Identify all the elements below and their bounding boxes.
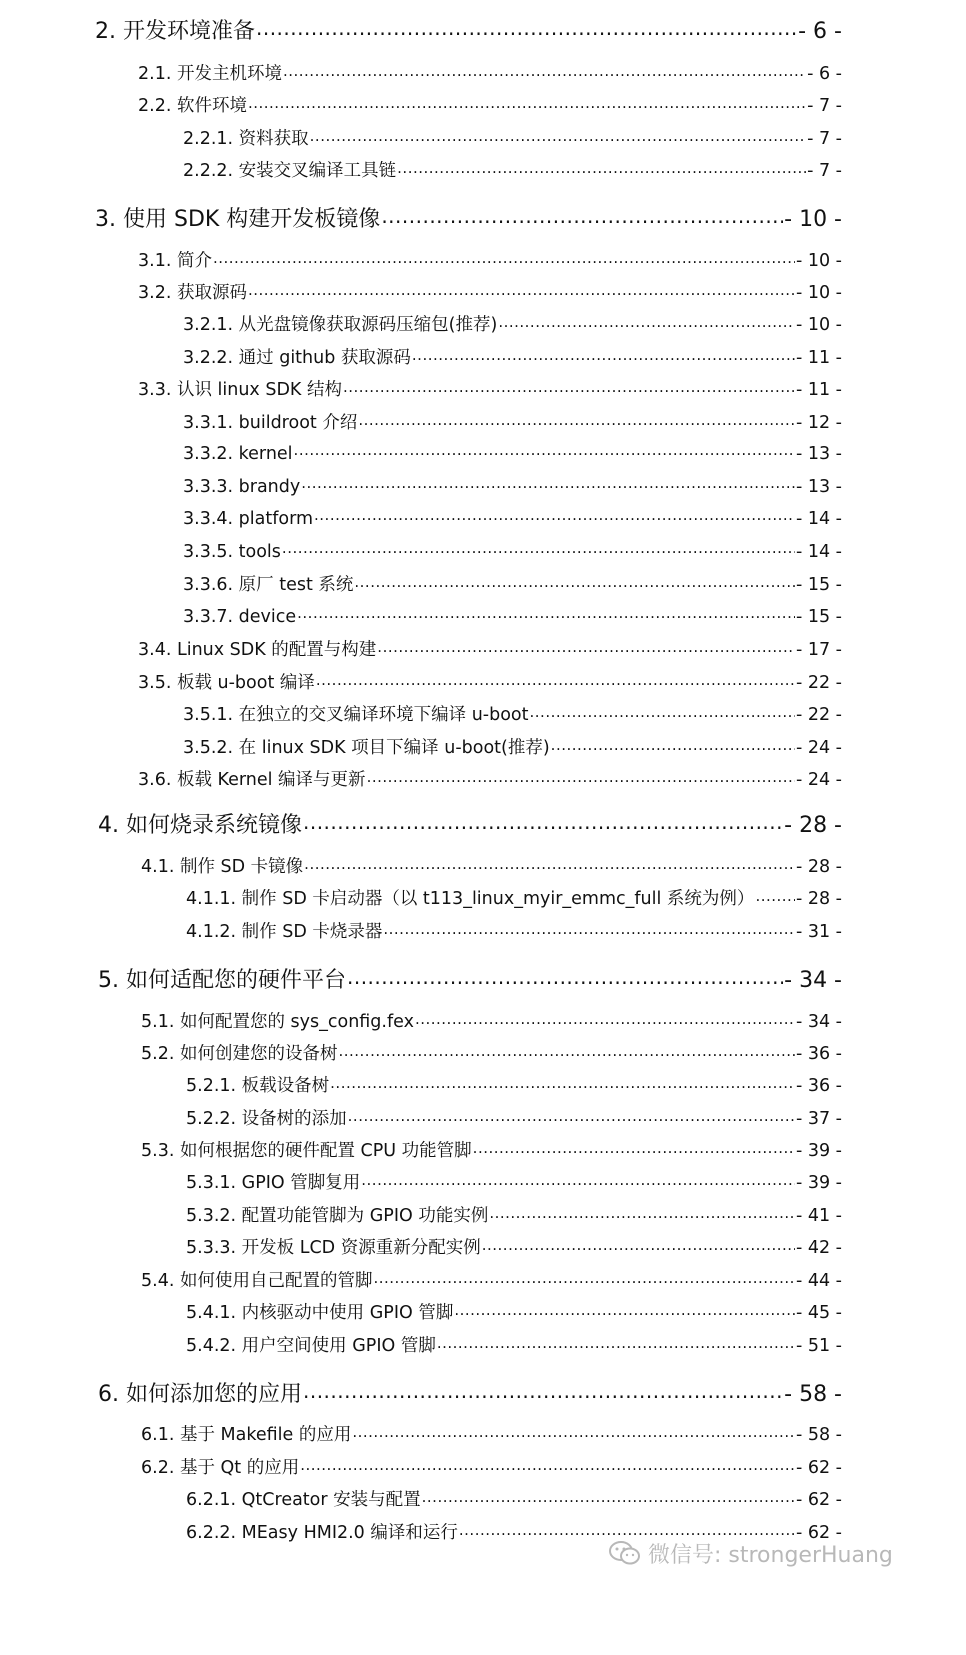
- toc-leader-dots: [338, 1042, 795, 1060]
- toc-entry-page: - 22 -: [795, 705, 842, 725]
- toc-entry-page: - 15 -: [795, 606, 842, 627]
- toc-entry-title: 2.2. 软件环境: [138, 96, 247, 116]
- toc-leader-dots: [473, 1139, 795, 1157]
- toc-leader-dots: [282, 539, 795, 557]
- toc-entry-page: - 31 -: [795, 922, 842, 942]
- toc-entry-page: - 51 -: [795, 1336, 842, 1356]
- toc-leader-dots: [489, 1204, 795, 1222]
- toc-leader-dots: [367, 768, 795, 786]
- toc-entry-title: 3.4. Linux SDK 的配置与构建: [138, 640, 377, 660]
- toc-leader-dots: [437, 1334, 795, 1352]
- toc-entry-title: 5.2.2. 设备树的添加: [186, 1109, 347, 1129]
- toc-entry-page: - 42 -: [795, 1238, 842, 1258]
- toc-leader-dots: [755, 887, 795, 905]
- toc-entry-level2[interactable]: [141, 1454, 842, 1479]
- toc-entry-level1[interactable]: [95, 202, 842, 233]
- toc-entry-level2[interactable]: [138, 669, 842, 694]
- toc-leader-dots: [300, 1456, 795, 1474]
- toc-entry-title: 3.2.1. 从光盘镜像获取源码压缩包(推荐): [183, 315, 498, 335]
- toc-entry-page: - 37 -: [795, 1109, 842, 1129]
- toc-entry-page: - 7 -: [807, 96, 842, 116]
- toc-entry-level3[interactable]: [183, 311, 842, 336]
- toc-leader-dots: [551, 736, 795, 754]
- toc-entry-title: 5.4. 如何使用自己配置的管脚: [141, 1271, 373, 1291]
- toc-entry-level3[interactable]: [186, 1072, 842, 1097]
- toc-entry-level3[interactable]: [186, 1299, 842, 1324]
- toc-leader-dots: [454, 1301, 795, 1319]
- toc-leader-dots: [459, 1521, 795, 1539]
- toc-entry-page: - 24 -: [795, 770, 842, 790]
- toc-leader-dots: [373, 1269, 795, 1287]
- toc-entry-page: - 7 -: [807, 129, 842, 149]
- toc-entry-title: 3.3.4. platform: [183, 508, 314, 529]
- toc-entry-page: - 13 -: [795, 476, 842, 497]
- toc-entry-title: 2.2.2. 安装交叉编译工具链: [183, 161, 397, 181]
- toc-entry-title: 5.2.1. 板载设备树: [186, 1076, 330, 1096]
- toc-entry-level3[interactable]: [183, 571, 842, 596]
- toc-entry-title: 5. 如何适配您的硬件平台: [98, 968, 346, 993]
- toc-entry-title: 6.2.1. QtCreator 安装与配置: [186, 1490, 421, 1510]
- toc-entry-page: - 11 -: [795, 380, 842, 400]
- toc-leader-dots: [310, 127, 806, 145]
- toc-leader-dots: [314, 506, 795, 524]
- toc-entry-level1[interactable]: [98, 963, 842, 994]
- toc-entry-level3[interactable]: [183, 474, 842, 497]
- toc-leader-dots: [397, 159, 806, 177]
- toc-entry-level3[interactable]: [186, 918, 842, 943]
- toc-leader-dots: [297, 604, 795, 622]
- toc-entry-page: - 10 -: [795, 283, 842, 303]
- toc-entry-title: 3.3. 认识 linux SDK 结构: [138, 380, 342, 400]
- toc-entry-title: 5.3.3. 开发板 LCD 资源重新分配实例: [186, 1238, 481, 1258]
- toc-entry-page: - 34 -: [795, 1012, 842, 1032]
- toc-leader-dots: [381, 204, 783, 226]
- toc-entry-level3[interactable]: [186, 885, 842, 910]
- toc-entry-level3[interactable]: [183, 125, 842, 150]
- toc-leader-dots: [415, 1010, 795, 1028]
- toc-entry-page: - 10 -: [795, 251, 842, 271]
- toc-entry-page: - 39 -: [795, 1173, 842, 1193]
- toc-entry-page: - 17 -: [795, 640, 842, 660]
- toc-entry-level3[interactable]: [183, 734, 842, 759]
- toc-entry-title: 5.3. 如何根据您的硬件配置 CPU 功能管脚: [141, 1141, 472, 1161]
- toc-entry-title: 5.3.2. 配置功能管脚为 GPIO 功能实例: [186, 1206, 489, 1226]
- toc-entry-level3[interactable]: [183, 539, 842, 562]
- toc-entry-title: 4.1. 制作 SD 卡镜像: [141, 857, 304, 877]
- toc-entry-level3[interactable]: [186, 1332, 842, 1357]
- toc-leader-dots: [361, 1171, 795, 1189]
- toc-entry-page: - 28 -: [784, 813, 842, 838]
- toc-entry-title: 5.3.1. GPIO 管脚复用: [186, 1173, 361, 1193]
- toc-entry-level3[interactable]: [183, 701, 842, 726]
- toc-entry-page: - 28 -: [795, 889, 842, 909]
- toc-entry-title: 5.4.1. 内核驱动中使用 GPIO 管脚: [186, 1303, 454, 1323]
- toc-entry-title: 2. 开发环境准备: [95, 19, 255, 44]
- toc-entry-level1[interactable]: [98, 808, 842, 839]
- toc-entry-level3[interactable]: [183, 157, 842, 182]
- toc-entry-page: - 34 -: [784, 968, 842, 993]
- toc-entry-page: - 24 -: [795, 738, 842, 758]
- toc-entry-level2[interactable]: [141, 853, 842, 878]
- toc-entry-title: 3.1. 简介: [138, 251, 212, 271]
- toc-entry-page: - 58 -: [784, 1382, 842, 1407]
- toc-entry-title: 5.2. 如何创建您的设备树: [141, 1044, 338, 1064]
- toc-entry-level2[interactable]: [138, 376, 842, 401]
- toc-leader-dots: [358, 411, 795, 429]
- toc-entry-title: 3.6. 板载 Kernel 编译与更新: [138, 770, 366, 790]
- toc-entry-level2[interactable]: [138, 92, 842, 117]
- toc-entry-title: 3.3.6. 原厂 test 系统: [183, 575, 354, 595]
- toc-entry-title: 3.3.7. device: [183, 606, 297, 627]
- toc-entry-page: - 14 -: [795, 541, 842, 562]
- toc-leader-dots: [294, 441, 795, 459]
- toc-leader-dots: [316, 671, 795, 689]
- toc-entry-page: - 58 -: [795, 1425, 842, 1445]
- toc-entry-page: - 22 -: [795, 673, 842, 693]
- toc-leader-dots: [498, 313, 795, 331]
- toc-entry-title: 5.4.2. 用户空间使用 GPIO 管脚: [186, 1336, 436, 1356]
- toc-entry-page: - 36 -: [795, 1044, 842, 1064]
- toc-leader-dots: [412, 346, 795, 364]
- toc-entry-title: 3.2.2. 通过 github 获取源码: [183, 348, 411, 368]
- toc-entry-page: - 6 -: [807, 64, 842, 84]
- wechat-icon: [608, 1539, 642, 1567]
- toc-entry-title: 6.2. 基于 Qt 的应用: [141, 1458, 300, 1478]
- toc-entry-level3[interactable]: [186, 1169, 842, 1194]
- toc-leader-dots: [377, 638, 795, 656]
- toc-leader-dots: [283, 62, 806, 80]
- toc-entry-level2[interactable]: [138, 766, 842, 791]
- toc-leader-dots: [256, 16, 797, 38]
- toc-entry-title: 2.2.1. 资料获取: [183, 129, 309, 149]
- toc-entry-title: 3.3.2. kernel: [183, 443, 293, 464]
- toc-entry-page: - 13 -: [795, 443, 842, 464]
- toc-leader-dots: [248, 94, 806, 112]
- toc-leader-dots: [330, 1074, 795, 1092]
- toc-entry-level3[interactable]: [186, 1202, 842, 1227]
- toc-entry-page: - 12 -: [795, 413, 842, 433]
- toc-entry-title: 3.2. 获取源码: [138, 283, 247, 303]
- toc-entry-page: - 28 -: [795, 857, 842, 877]
- toc-entry-page: - 45 -: [795, 1303, 842, 1323]
- toc-entry-page: - 15 -: [795, 575, 842, 595]
- toc-leader-dots: [354, 573, 795, 591]
- toc-entry-title: 3.5.1. 在独立的交叉编译环境下编译 u-boot: [183, 705, 529, 725]
- toc-leader-dots: [530, 703, 795, 721]
- toc-entry-title: 6. 如何添加您的应用: [98, 1382, 302, 1407]
- toc-leader-dots: [303, 1379, 783, 1401]
- toc-leader-dots: [304, 855, 795, 873]
- toc-entry-level3[interactable]: [183, 506, 842, 529]
- toc-entry-page: - 44 -: [795, 1271, 842, 1291]
- toc-entry-level2[interactable]: [141, 1421, 842, 1446]
- toc-entry-title: 6.2.2. MEasy HMI2.0 编译和运行: [186, 1523, 458, 1543]
- toc-entry-title: 4.1.2. 制作 SD 卡烧录器: [186, 922, 383, 942]
- toc-entry-level2[interactable]: [141, 1267, 842, 1292]
- toc-entry-title: 3. 使用 SDK 构建开发板镜像: [95, 207, 381, 232]
- toc-entry-title: 5.1. 如何配置您的 sys_config.fex: [141, 1012, 414, 1032]
- toc-entry-page: - 11 -: [795, 348, 842, 368]
- toc-entry-title: 3.5. 板载 u-boot 编译: [138, 673, 315, 693]
- toc-entry-page: - 10 -: [784, 207, 842, 232]
- toc-entry-level2[interactable]: [141, 1008, 842, 1033]
- toc-entry-title: 3.3.3. brandy: [183, 476, 301, 497]
- toc-entry-level3[interactable]: [183, 409, 842, 434]
- toc-leader-dots: [348, 1107, 795, 1125]
- toc-entry-title: 3.3.1. buildroot 介绍: [183, 413, 358, 433]
- toc-entry-page: - 36 -: [795, 1076, 842, 1096]
- toc-entry-level2[interactable]: [138, 60, 842, 85]
- toc-entry-page: - 62 -: [795, 1523, 842, 1543]
- toc-entry-title: 3.5.2. 在 linux SDK 项目下编译 u-boot(推荐): [183, 738, 550, 758]
- toc-entry-page: - 14 -: [795, 508, 842, 529]
- toc-entry-level3[interactable]: [183, 604, 842, 627]
- toc-entry-level2[interactable]: [141, 1137, 842, 1162]
- watermark-text: 微信号: strongerHuang: [648, 1542, 893, 1568]
- toc-entry-title: 4. 如何烧录系统镜像: [98, 813, 302, 838]
- toc-leader-dots: [422, 1488, 795, 1506]
- toc-entry-level1[interactable]: [98, 1377, 842, 1408]
- toc-leader-dots: [248, 281, 795, 299]
- toc-entry-level2[interactable]: [138, 279, 842, 304]
- toc-entry-level3[interactable]: [183, 441, 842, 464]
- toc-leader-dots: [343, 378, 795, 396]
- toc-entry-title: 2.1. 开发主机环境: [138, 64, 282, 84]
- toc-entry-page: - 7 -: [807, 161, 842, 181]
- toc-entry-level3[interactable]: [186, 1234, 842, 1259]
- toc-entry-level3[interactable]: [186, 1105, 842, 1130]
- toc-entry-title: 4.1.1. 制作 SD 卡启动器（以 t113_linux_myir_emmc_full 系统为例）: [186, 889, 755, 909]
- toc-entry-page: - 62 -: [795, 1490, 842, 1510]
- toc-entry-level3[interactable]: [186, 1486, 842, 1511]
- toc-leader-dots: [301, 474, 795, 492]
- toc-leader-dots: [347, 965, 783, 987]
- watermark: [608, 1538, 893, 1568]
- toc-leader-dots: [482, 1236, 795, 1254]
- toc-entry-level2[interactable]: [138, 636, 842, 661]
- toc-entry-title: 6.1. 基于 Makefile 的应用: [141, 1425, 352, 1445]
- toc-entry-page: - 41 -: [795, 1206, 842, 1226]
- toc-leader-dots: [213, 249, 795, 267]
- toc-entry-page: - 39 -: [795, 1141, 842, 1161]
- toc-entry-page: - 6 -: [798, 19, 842, 44]
- toc-leader-dots: [303, 810, 783, 832]
- toc-entry-page: - 62 -: [795, 1458, 842, 1478]
- toc-leader-dots: [383, 920, 795, 938]
- toc-entry-level2[interactable]: [141, 1040, 842, 1065]
- toc-entry-level2[interactable]: [138, 247, 842, 272]
- toc-entry-title: 3.3.5. tools: [183, 541, 281, 562]
- toc-entry-page: - 10 -: [795, 315, 842, 335]
- toc-entry-level1[interactable]: [95, 14, 842, 45]
- toc-leader-dots: [352, 1423, 795, 1441]
- toc-entry-level3[interactable]: [183, 344, 842, 369]
